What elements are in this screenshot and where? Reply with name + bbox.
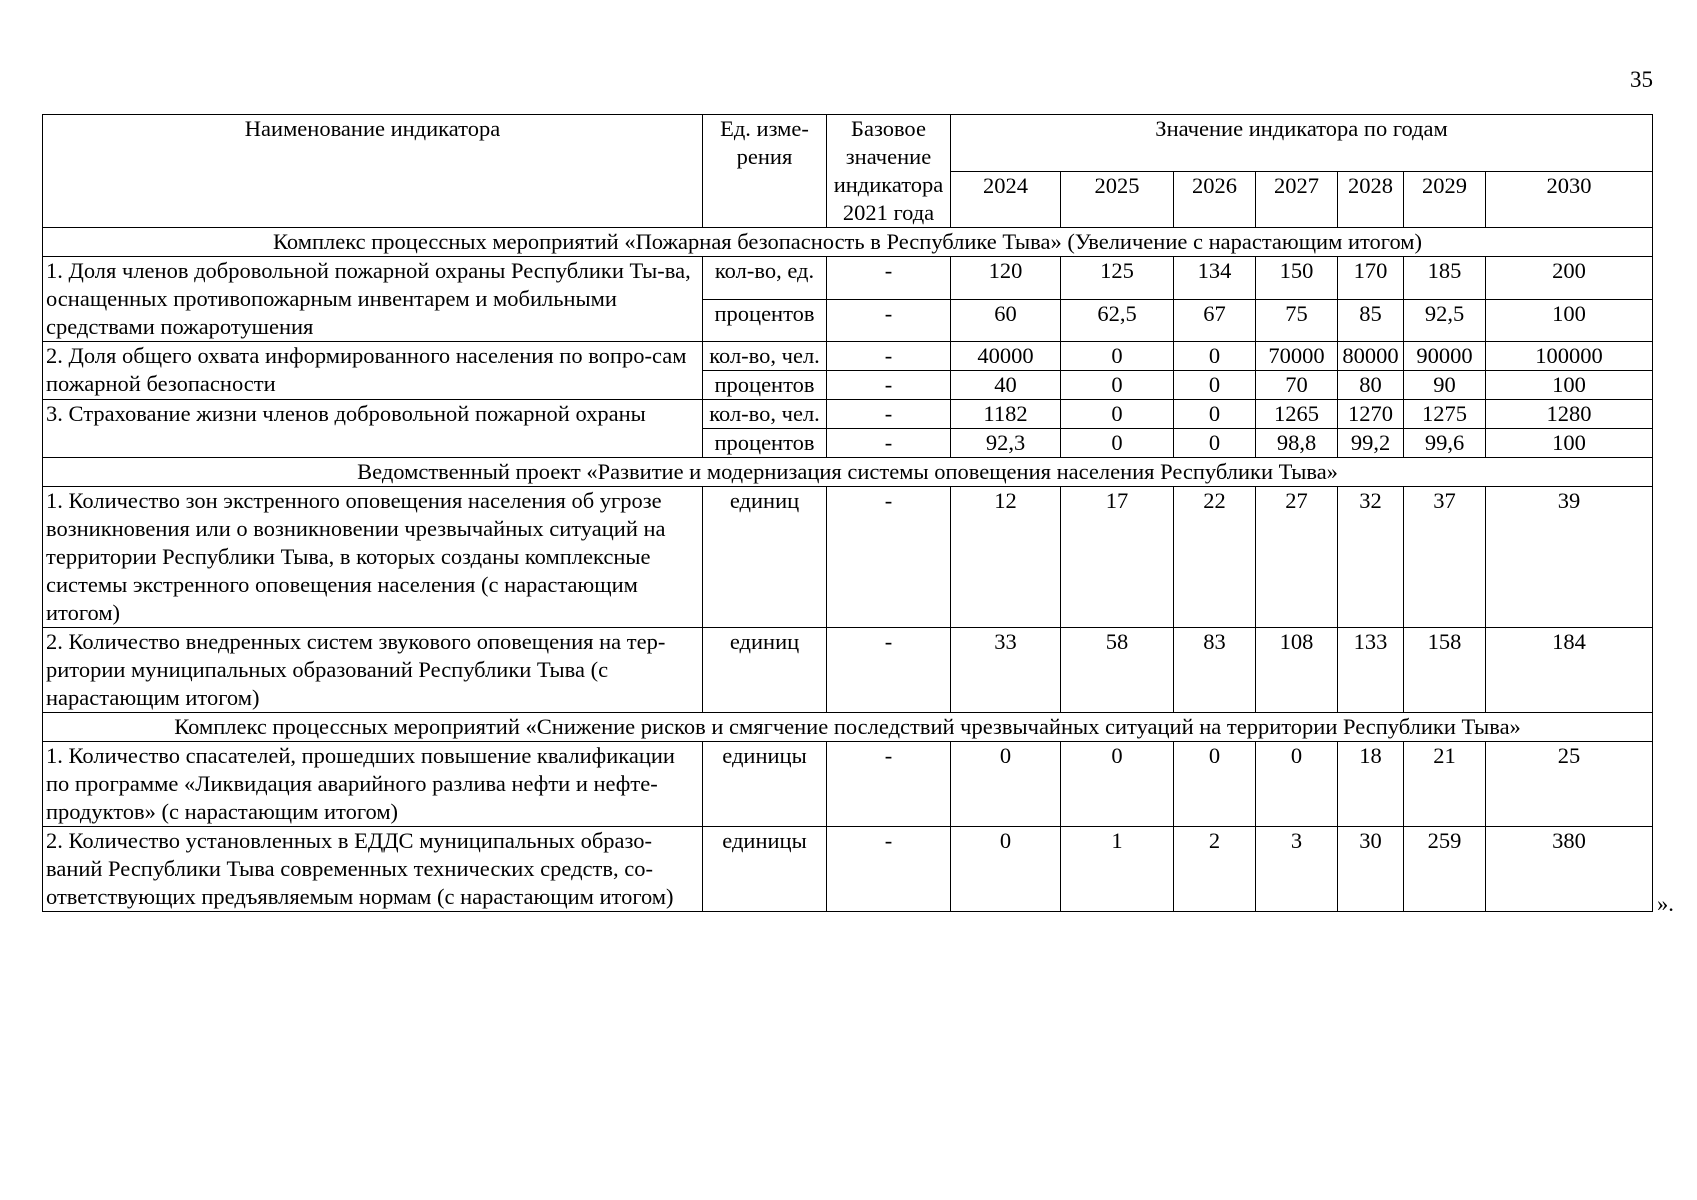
table-row <box>43 628 1653 713</box>
year-value-cell: 0 <box>1061 742 1174 827</box>
header-year: 2028 <box>1338 171 1404 228</box>
table-row <box>43 742 1653 827</box>
unit-cell: процентов <box>703 429 827 458</box>
section-row <box>43 458 1653 487</box>
header-year: 2025 <box>1061 171 1174 228</box>
table-row <box>43 400 1653 429</box>
year-value-cell: 0 <box>1174 371 1256 400</box>
header-base-value: Базовое значение индикатора 2021 года <box>827 115 951 228</box>
year-value-cell: 70000 <box>1256 342 1338 371</box>
page-number: 35 <box>1630 67 1653 92</box>
section-title: Ведомственный проект «Развитие и модернизация системы оповещения населения Республики Тыва» <box>43 458 1653 487</box>
base-value-cell: - <box>827 257 951 300</box>
year-value-cell: 0 <box>1174 342 1256 371</box>
base-value-cell: - <box>827 342 951 371</box>
indicator-name: 1. Количество зон экстренного оповещения населения об угрозе возникновения или о возникновении чрезвычайных ситуаций на территории Республики Тыва, в которых созданы комплексные системы экстренного оповещения населения (с нарастающим итогом) <box>43 487 703 628</box>
unit-cell: кол-во, чел. <box>703 342 827 371</box>
year-value-cell: 0 <box>1061 371 1174 400</box>
year-value-cell: 100 <box>1486 299 1653 342</box>
table-row <box>43 487 1653 628</box>
year-value-cell: 1270 <box>1338 400 1404 429</box>
header-indicator-name: Наименование индикатора <box>43 115 703 228</box>
section-row <box>43 228 1653 257</box>
year-value-cell: 1280 <box>1486 400 1653 429</box>
header-year: 2027 <box>1256 171 1338 228</box>
year-value-cell: 120 <box>951 257 1061 300</box>
base-value-cell: - <box>827 487 951 628</box>
year-value-cell: 0 <box>1061 342 1174 371</box>
section-title: Комплекс процессных мероприятий «Снижение рисков и смягчение последствий чрезвычайных ситуаций на территории Республики Тыва» <box>43 713 1653 742</box>
year-value-cell: 80 <box>1338 371 1404 400</box>
year-value-cell: 185 <box>1404 257 1486 300</box>
header-year: 2024 <box>951 171 1061 228</box>
indicator-table <box>42 114 1653 912</box>
unit-cell: единицы <box>703 742 827 827</box>
year-value-cell: 0 <box>1174 742 1256 827</box>
base-value-cell: - <box>827 400 951 429</box>
year-value-cell: 0 <box>951 742 1061 827</box>
base-value-cell: - <box>827 742 951 827</box>
year-value-cell: 100 <box>1486 371 1653 400</box>
header-unit: Ед. изме-рения <box>703 115 827 228</box>
unit-cell: кол-во, ед. <box>703 257 827 300</box>
year-value-cell: 99,6 <box>1404 429 1486 458</box>
year-value-cell: 1 <box>1061 827 1174 912</box>
year-value-cell: 37 <box>1404 487 1486 628</box>
year-value-cell: 90000 <box>1404 342 1486 371</box>
year-value-cell: 25 <box>1486 742 1653 827</box>
year-value-cell: 17 <box>1061 487 1174 628</box>
header-year: 2026 <box>1174 171 1256 228</box>
year-value-cell: 60 <box>951 299 1061 342</box>
section-title: Комплекс процессных мероприятий «Пожарная безопасность в Республике Тыва» (Увеличение с нарастающим итогом) <box>43 228 1653 257</box>
year-value-cell: 70 <box>1256 371 1338 400</box>
header-row-top <box>43 115 1653 172</box>
indicator-name: 2. Количество установленных в ЕДДС муниципальных образо-ваний Республики Тыва современных технических средств, со-ответствующих предъявляемым нормам (с нарастающим итогом) <box>43 827 703 912</box>
year-value-cell: 0 <box>1174 429 1256 458</box>
year-value-cell: 75 <box>1256 299 1338 342</box>
year-value-cell: 32 <box>1338 487 1404 628</box>
year-value-cell: 90 <box>1404 371 1486 400</box>
year-value-cell: 12 <box>951 487 1061 628</box>
indicator-name: 2. Доля общего охвата информированного населения по вопро-сам пожарной безопасности <box>43 342 703 400</box>
section-row <box>43 713 1653 742</box>
table-row <box>43 827 1653 912</box>
year-value-cell: 67 <box>1174 299 1256 342</box>
base-value-cell: - <box>827 429 951 458</box>
year-value-cell: 92,3 <box>951 429 1061 458</box>
table-body <box>43 228 1653 912</box>
year-value-cell: 2 <box>1174 827 1256 912</box>
table-row <box>43 257 1653 300</box>
year-value-cell: 0 <box>1061 400 1174 429</box>
year-value-cell: 158 <box>1404 628 1486 713</box>
year-value-cell: 100 <box>1486 429 1653 458</box>
year-value-cell: 22 <box>1174 487 1256 628</box>
year-value-cell: 33 <box>951 628 1061 713</box>
year-value-cell: 99,2 <box>1338 429 1404 458</box>
year-value-cell: 100000 <box>1486 342 1653 371</box>
year-value-cell: 0 <box>1061 429 1174 458</box>
base-value-cell: - <box>827 628 951 713</box>
year-value-cell: 1265 <box>1256 400 1338 429</box>
unit-cell: процентов <box>703 371 827 400</box>
year-value-cell: 80000 <box>1338 342 1404 371</box>
year-value-cell: 170 <box>1338 257 1404 300</box>
year-value-cell: 98,8 <box>1256 429 1338 458</box>
indicator-name: 3. Страхование жизни членов добровольной пожарной охраны <box>43 400 703 458</box>
year-value-cell: 3 <box>1256 827 1338 912</box>
year-value-cell: 184 <box>1486 628 1653 713</box>
year-value-cell: 62,5 <box>1061 299 1174 342</box>
unit-cell: кол-во, чел. <box>703 400 827 429</box>
year-value-cell: 18 <box>1338 742 1404 827</box>
header-year: 2029 <box>1404 171 1486 228</box>
unit-cell: единиц <box>703 628 827 713</box>
unit-cell: единицы <box>703 827 827 912</box>
year-value-cell: 40000 <box>951 342 1061 371</box>
closing-quote-mark: ». <box>1657 891 1674 916</box>
year-value-cell: 92,5 <box>1404 299 1486 342</box>
year-value-cell: 39 <box>1486 487 1653 628</box>
year-value-cell: 150 <box>1256 257 1338 300</box>
indicator-name: 2. Количество внедренных систем звукового оповещения на тер-ритории муниципальных образований Республики Тыва (с нарастающим итогом) <box>43 628 703 713</box>
year-value-cell: 83 <box>1174 628 1256 713</box>
year-value-cell: 133 <box>1338 628 1404 713</box>
year-value-cell: 0 <box>1174 400 1256 429</box>
year-value-cell: 85 <box>1338 299 1404 342</box>
base-value-cell: - <box>827 827 951 912</box>
table-row <box>43 342 1653 371</box>
year-value-cell: 108 <box>1256 628 1338 713</box>
indicator-table-wrapper <box>42 114 1652 912</box>
year-value-cell: 1182 <box>951 400 1061 429</box>
year-value-cell: 1275 <box>1404 400 1486 429</box>
base-value-cell: - <box>827 299 951 342</box>
year-value-cell: 0 <box>1256 742 1338 827</box>
year-value-cell: 380 <box>1486 827 1653 912</box>
header-values-by-year: Значение индикатора по годам <box>951 115 1653 172</box>
year-value-cell: 40 <box>951 371 1061 400</box>
year-value-cell: 125 <box>1061 257 1174 300</box>
base-value-cell: - <box>827 371 951 400</box>
indicator-name: 1. Количество спасателей, прошедших повышение квалификации по программе «Ликвидация аварийного разлива нефти и нефте-продуктов» (с нарастающим итогом) <box>43 742 703 827</box>
table-header <box>43 115 1653 228</box>
year-value-cell: 21 <box>1404 742 1486 827</box>
year-value-cell: 134 <box>1174 257 1256 300</box>
year-value-cell: 58 <box>1061 628 1174 713</box>
year-value-cell: 0 <box>951 827 1061 912</box>
unit-cell: процентов <box>703 299 827 342</box>
year-value-cell: 27 <box>1256 487 1338 628</box>
year-value-cell: 30 <box>1338 827 1404 912</box>
unit-cell: единиц <box>703 487 827 628</box>
header-year: 2030 <box>1486 171 1653 228</box>
year-value-cell: 200 <box>1486 257 1653 300</box>
indicator-name: 1. Доля членов добровольной пожарной охраны Республики Ты-ва, оснащенных противопожарным инвентарем и мобильными средствами пожаротушения <box>43 257 703 342</box>
year-value-cell: 259 <box>1404 827 1486 912</box>
